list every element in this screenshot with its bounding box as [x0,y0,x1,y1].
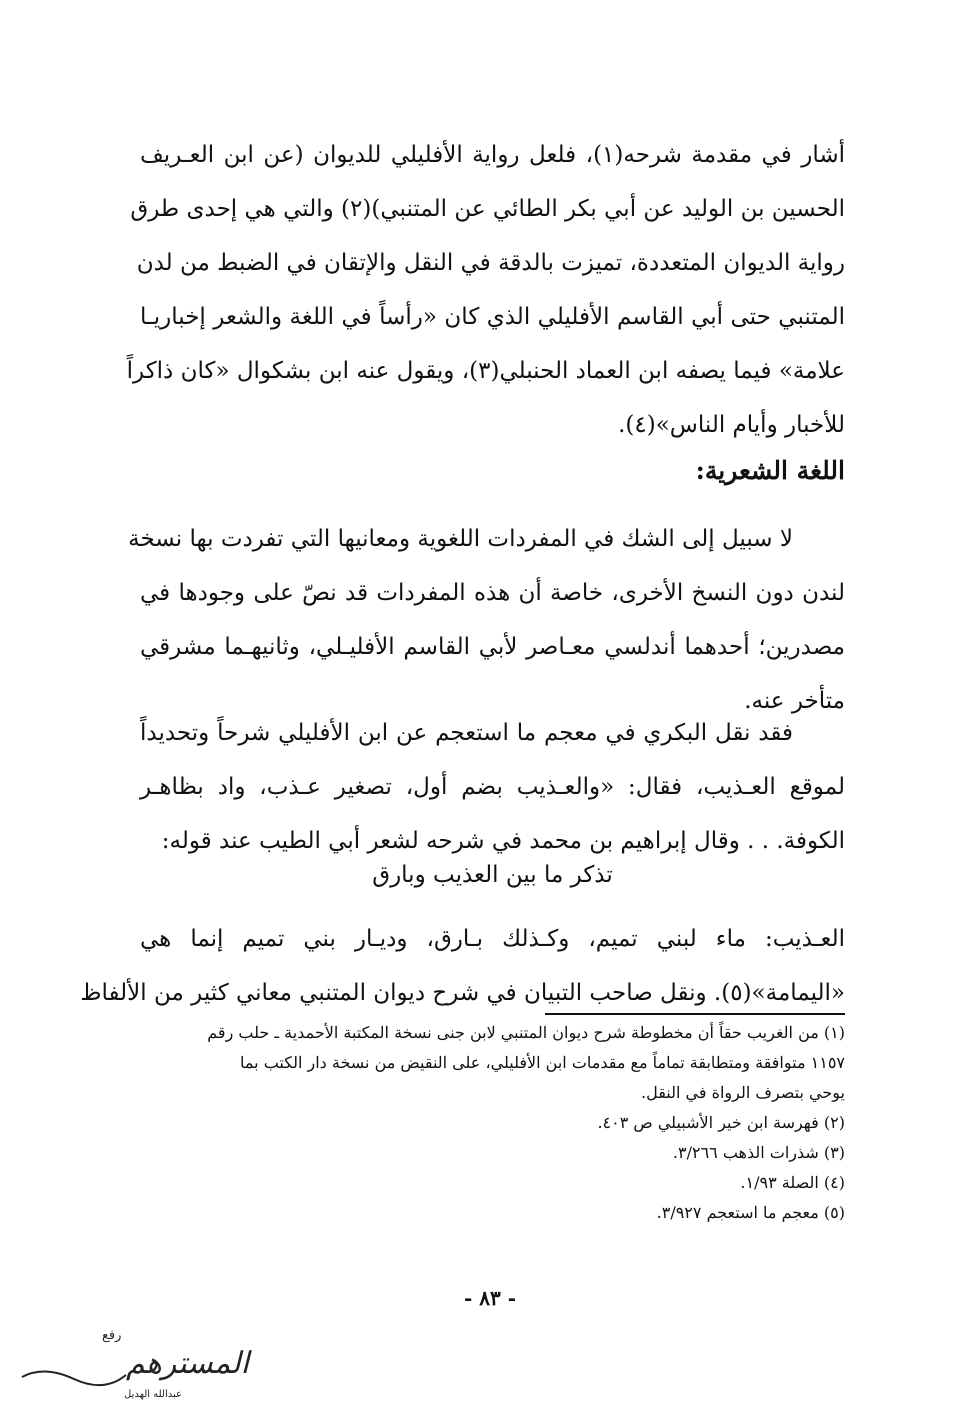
page-number: - ٨٣ - [463,1286,516,1310]
text-line: لا سبيل إلى الشك في المفردات اللغوية ومعانيها التي تفردت بها نسخة [128,526,793,552]
logo-flourish [22,1371,126,1385]
text-line: فقد نقل البكري في معجم ما استعجم عن ابن الأفليلي شرحاً وتحديداً [140,720,793,746]
footnote-1: (١) من الغريب حقاً أن مخطوطة شرح ديوان المتنبي لابن جنى نسخة المكتبة الأحمدية ـ حلب رقم [207,1023,845,1042]
footnote-4: (٤) الصلة ١/٩٣. [740,1173,845,1192]
text-line: العـذيب: ماء لبني تميم، وكـذلك بـارق، وديـار بني تميم إنما هي [140,926,845,952]
calligraphy-logo [14,1325,249,1405]
footnote-2: (٢) فهرسة ابن خير الأشبيلي ص ٤٠٣. [597,1113,845,1132]
text-line: الحسين بن الوليد عن أبي بكر الطائي عن المتنبي)(٢) والتي هي إحدى طرق [130,196,845,222]
paragraph-3 [140,706,845,868]
text-line: متأخر عنه. [744,688,845,714]
poetry-verse: تذكر ما بين العذيب وبارق [372,862,613,888]
footnotes [140,1018,845,1228]
footnote-5: (٥) معجم ما استعجم ٣/٩٢٧. [656,1203,845,1222]
paragraph-2 [128,512,845,728]
text-line: مصدرين؛ أحدهما أندلسي معـاصر لأبي القاسم الأفليـلي، وثانيهـما مشرقي [140,634,845,660]
text-line: للأخبار وأيام الناس»(٤). [618,412,845,438]
text-line: لموقع العـذيب، فقال: «والعـذيب بضم أول، تصغير عـذب، واد بظاهـر [140,774,845,800]
footnote-1-continued: ١١٥٧ متوافقة ومتطابقة تماماً مع مقدمات ابن الأفليلي، على النقيض من نسخة دار الكتب بما [240,1053,845,1072]
text-line: الكوفة. . . وقال إبراهيم بن محمد في شرحه لشعر أبي الطيب عند قوله: [161,828,845,854]
text-line: المتنبي حتى أبي القاسم الأفليلي الذي كان «رأساً في اللغة والشعر إخباريـا [140,304,845,330]
paragraph-4 [80,912,845,1020]
logo-text-1: رفع [102,1328,122,1343]
logo-text-2: المسترهم [126,1346,249,1381]
section-heading: اللغة الشعرية: [695,456,845,485]
footnote-3: (٣) شذرات الذهب ٣/٢٦٦. [672,1143,845,1162]
footnote-separator [545,1013,845,1015]
footnote-1-continued: يوحي بتصرف الرواة في النقل. [641,1083,845,1102]
text-line: لندن دون النسخ الأخرى، خاصة أن هذه المفردات قد نصّ على وجودها في [140,580,845,606]
text-line: أشار في مقدمة شرحه(١)، فلعل رواية الأفليلي للديوان (عن ابن العـريف [140,142,845,168]
text-line: «اليمامة»(٥). ونقل صاحب التبيان في شرح ديوان المتنبي معاني كثير من الألفاظ [80,980,845,1006]
text-line: علامة» فيما يصفه ابن العماد الحنبلي(٣)، ويقول عنه ابن بشكوال «كان ذاكراً [126,358,845,384]
text-line: رواية الديوان المتعددة، تميزت بالدقة في النقل والإتقان في الضبط من لدن [136,250,845,276]
paragraph-1 [126,128,845,452]
logo-text-3: عبدالله الهديل [124,1389,182,1400]
